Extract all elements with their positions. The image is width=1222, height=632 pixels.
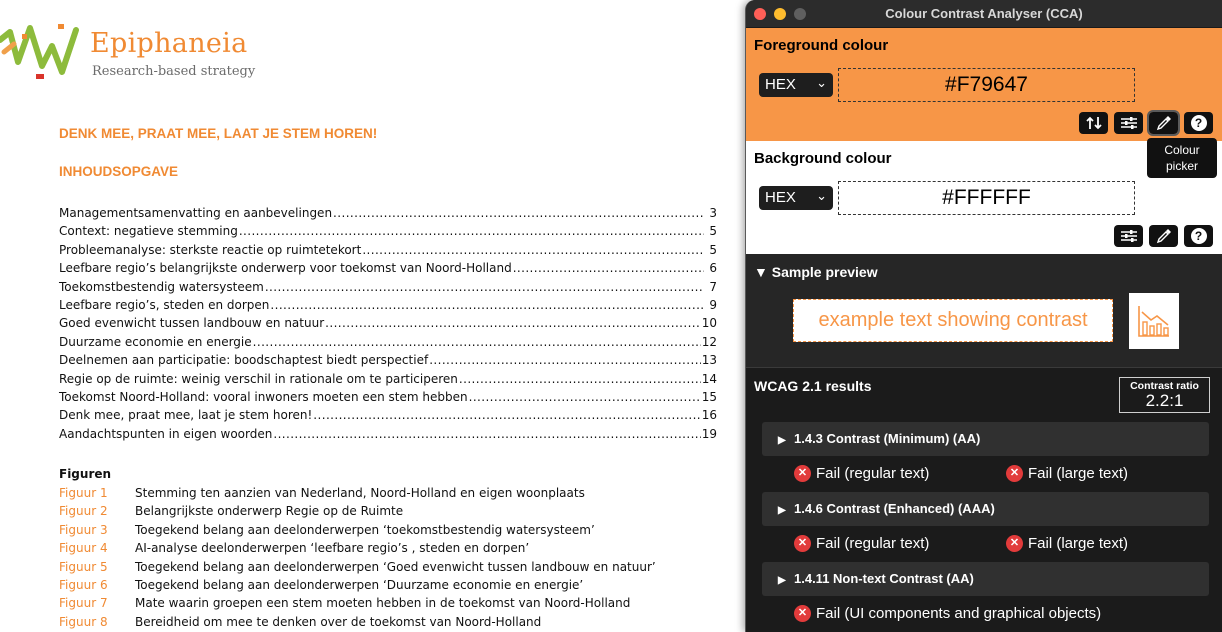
disclosure-triangle-icon: ▶ — [778, 435, 786, 446]
toc-entry-page: 10 — [701, 316, 717, 331]
help-icon: ? — [1191, 228, 1207, 244]
foreground-section — [746, 28, 1222, 141]
window-title: Colour Contrast Analyser (CCA) — [885, 6, 1083, 21]
figure-entry[interactable] — [59, 615, 656, 632]
figure-entry[interactable] — [59, 486, 656, 504]
figure-entry[interactable] — [59, 504, 656, 522]
background-help-button[interactable] — [1184, 225, 1213, 247]
toc-leader-dots — [273, 427, 700, 441]
logo-name: Epiphaneia — [90, 28, 248, 59]
toc-entry-page: 14 — [701, 371, 717, 386]
toc-leader-dots — [265, 280, 704, 294]
background-hex-input[interactable]: #FFFFFF — [838, 181, 1135, 215]
figures-list — [59, 486, 656, 632]
sample-preview-title: Sample preview — [771, 264, 878, 280]
toc-leader-dots — [253, 335, 701, 349]
foreground-toolbar — [1079, 112, 1213, 134]
swap-colours-button[interactable] — [1079, 112, 1108, 134]
figure-entry[interactable] — [59, 541, 656, 559]
figure-label: Figuur 5 — [59, 559, 108, 574]
toc-entry[interactable] — [59, 261, 717, 279]
toc-entry-title: Leefbare regio’s, steden en dorpen — [59, 297, 270, 312]
toc-entry-title: Denk mee, praat mee, laat je stem horen! — [59, 408, 313, 423]
toc-entry[interactable] — [59, 243, 717, 261]
figure-label: Figuur 3 — [59, 522, 108, 537]
criterion-name: 1.4.3 Contrast (Minimum) (AA) — [794, 431, 981, 446]
toc-entry-page: 16 — [701, 408, 717, 423]
toc-entry-title: Duurzame economie en energie — [59, 334, 252, 349]
result-item — [1006, 465, 1128, 482]
swap-icon — [1086, 116, 1102, 130]
result-text: Fail (regular text) — [816, 535, 930, 552]
toc-entry-page: 6 — [709, 261, 717, 276]
criterion-1-4-11-toggle[interactable] — [762, 562, 1209, 596]
toc-entry-title: Managementsamenvatting en aanbevelingen — [59, 206, 333, 220]
background-format-select[interactable] — [759, 186, 833, 210]
sample-text: example text showing contrast — [793, 299, 1113, 342]
toc-leader-dots — [459, 372, 701, 386]
contrast-ratio-value: 2.2:1 — [1145, 391, 1184, 410]
logo-wave-icon — [0, 22, 90, 86]
toc-entry-title: Toekomst Noord-Holland: vooral inwoners moeten een stem hebben — [59, 389, 468, 404]
foreground-colour-picker-button[interactable] — [1149, 112, 1178, 134]
table-of-contents — [59, 206, 717, 445]
contrast-ratio-box — [1119, 377, 1210, 413]
eyedropper-icon — [1156, 228, 1172, 244]
sample-graphic — [1129, 293, 1179, 349]
toc-entry[interactable] — [59, 408, 717, 426]
toc-entry-title: Goed evenwicht tussen landbouw en natuur — [59, 316, 325, 331]
result-text: Fail (regular text) — [816, 465, 930, 482]
result-text: Fail (large text) — [1028, 465, 1129, 482]
toc-entry[interactable] — [59, 316, 717, 334]
toc-leader-dots — [362, 243, 704, 257]
colour-picker-tooltip — [1147, 138, 1217, 178]
criterion-1-4-6-toggle[interactable] — [762, 492, 1209, 526]
toc-leader-dots — [333, 206, 704, 220]
figure-entry[interactable] — [59, 596, 656, 614]
sliders-icon — [1120, 229, 1138, 243]
foreground-hex-input[interactable]: #F79647 — [838, 68, 1135, 102]
toc-entry-page: 3 — [709, 206, 717, 220]
figure-label: Figuur 7 — [59, 596, 108, 611]
figure-label: Figuur 2 — [59, 504, 108, 519]
figure-label: Figuur 1 — [59, 486, 108, 500]
chevron-down-icon: ⌄ — [816, 75, 827, 90]
toc-entry[interactable] — [59, 427, 717, 445]
toc-entry-page: 13 — [701, 353, 717, 368]
toc-entry-page: 5 — [709, 242, 717, 257]
epiphaneia-logo — [0, 22, 260, 86]
result-item — [794, 605, 1101, 622]
tooltip-line-1: Colour — [1164, 143, 1200, 157]
disclosure-triangle-icon: ▶ — [778, 575, 786, 586]
toc-entry-page: 15 — [701, 389, 717, 404]
toc-entry-title: Deelnemen aan participatie: boodschaptest biedt perspectief — [59, 353, 429, 368]
toc-entry[interactable] — [59, 298, 717, 316]
toc-entry-page: 9 — [709, 297, 717, 312]
sliders-icon — [1120, 116, 1138, 130]
toc-entry-title: Toekomstbestendig watersysteem — [59, 279, 264, 294]
result-text: Fail (UI components and graphical objects) — [816, 605, 1102, 622]
logo-tagline: Research-based strategy — [92, 64, 256, 79]
background-toolbar — [1114, 225, 1213, 247]
toc-entry-title: Leefbare regio’s belangrijkste onderwerp voor toekomst van Noord-Holland — [59, 261, 512, 276]
figure-text: Bereidheid om mee te denken over de toekomst van Noord-Holland — [135, 614, 542, 629]
fail-icon: ✕ — [794, 605, 811, 622]
toc-leader-dots — [513, 261, 704, 275]
toc-entry[interactable] — [59, 353, 717, 371]
figure-text: AI-analyse deelonderwerpen ‘leefbare regio’s , steden en dorpen’ — [135, 541, 530, 556]
sample-preview-toggle[interactable]: ▼ Sample preview — [754, 264, 878, 280]
toc-entry[interactable] — [59, 224, 717, 242]
figure-text: Toegekend belang aan deelonderwerpen ‘Duurzame economie en energie’ — [135, 577, 584, 592]
figure-entry[interactable] — [59, 523, 656, 541]
foreground-format-select[interactable] — [759, 73, 833, 97]
toc-leader-dots — [313, 408, 700, 422]
foreground-sliders-button[interactable] — [1114, 112, 1143, 134]
disclosure-triangle-icon: ▶ — [778, 505, 786, 516]
toc-leader-dots — [429, 353, 701, 367]
wcag-results-title: WCAG 2.1 results — [754, 378, 872, 394]
cca-window — [745, 0, 1222, 632]
eyedropper-icon — [1156, 115, 1172, 131]
figure-label: Figuur 8 — [59, 614, 108, 629]
toc-entry-title: Context: negatieve stemming — [59, 224, 238, 239]
title-bar[interactable] — [746, 0, 1222, 28]
contrast-ratio-label: Contrast ratio — [1130, 380, 1199, 392]
toc-entry[interactable] — [59, 206, 717, 224]
tooltip-line-2: picker — [1165, 159, 1198, 173]
toc-leader-dots — [270, 298, 704, 312]
background-format-value: HEX — [765, 189, 796, 206]
figure-label: Figuur 6 — [59, 577, 108, 592]
toc-leader-dots — [325, 316, 701, 330]
toc-entry[interactable] — [59, 280, 717, 298]
wcag-results-section — [746, 368, 1222, 632]
toc-entry[interactable] — [59, 335, 717, 353]
result-item — [794, 535, 929, 552]
figure-label: Figuur 4 — [59, 541, 108, 556]
background-sliders-button[interactable] — [1114, 225, 1143, 247]
toc-entry-page: 12 — [701, 334, 717, 349]
figure-entry[interactable] — [59, 578, 656, 596]
fail-icon: ✕ — [794, 535, 811, 552]
figure-text: Toegekend belang aan deelonderwerpen ‘toekomstbestendig watersysteem’ — [135, 522, 595, 537]
toc-entry-title: Probleemanalyse: sterkste reactie op ruimtetekort — [59, 242, 362, 257]
toc-entry-page: 19 — [701, 426, 717, 441]
toc-entry-title: Regie op de ruimte: weinig verschil in rationale om te participeren — [59, 371, 458, 386]
result-text: Fail (large text) — [1028, 535, 1129, 552]
toc-entry-page: 7 — [709, 279, 717, 294]
help-icon: ? — [1191, 115, 1207, 131]
figure-entry[interactable] — [59, 560, 656, 578]
toc-entry[interactable] — [59, 372, 717, 390]
figure-text: Mate waarin groepen een stem moeten hebben in de toekomst van Noord-Holland — [135, 596, 631, 611]
result-item — [794, 465, 929, 482]
chevron-down-icon: ⌄ — [816, 188, 827, 203]
fail-icon: ✕ — [1006, 465, 1023, 482]
main-heading: DENK MEE, PRAAT MEE, LAAT JE STEM HOREN! — [59, 126, 378, 141]
background-colour-picker-button[interactable] — [1149, 225, 1178, 247]
chart-icon — [1137, 304, 1171, 338]
fail-icon: ✕ — [794, 465, 811, 482]
figure-text: Stemming ten aanzien van Nederland, Noord-Holland en eigen woonplaats — [135, 486, 585, 500]
toc-heading: INHOUDSOPGAVE — [59, 164, 179, 179]
figures-heading: Figuren — [59, 467, 112, 481]
foreground-format-value: HEX — [765, 76, 796, 93]
figure-text: Belangrijkste onderwerp Regie op de Ruimte — [135, 504, 404, 519]
toc-entry[interactable] — [59, 390, 717, 408]
criterion-1-4-3-toggle[interactable] — [762, 422, 1209, 456]
toc-leader-dots — [469, 390, 701, 404]
sample-preview-section — [746, 254, 1222, 368]
foreground-title: Foreground colour — [754, 37, 889, 54]
result-item — [1006, 535, 1128, 552]
toc-leader-dots — [239, 224, 704, 238]
criterion-name: 1.4.6 Contrast (Enhanced) (AAA) — [794, 501, 995, 516]
background-title: Background colour — [754, 150, 892, 167]
fail-icon: ✕ — [1006, 535, 1023, 552]
toc-entry-page: 5 — [709, 224, 717, 239]
criterion-name: 1.4.11 Non-text Contrast (AA) — [794, 571, 974, 586]
toc-entry-title: Aandachtspunten in eigen woorden — [59, 426, 273, 441]
foreground-help-button[interactable] — [1184, 112, 1213, 134]
figure-text: Toegekend belang aan deelonderwerpen ‘Goed evenwicht tussen landbouw en natuur’ — [135, 559, 656, 574]
